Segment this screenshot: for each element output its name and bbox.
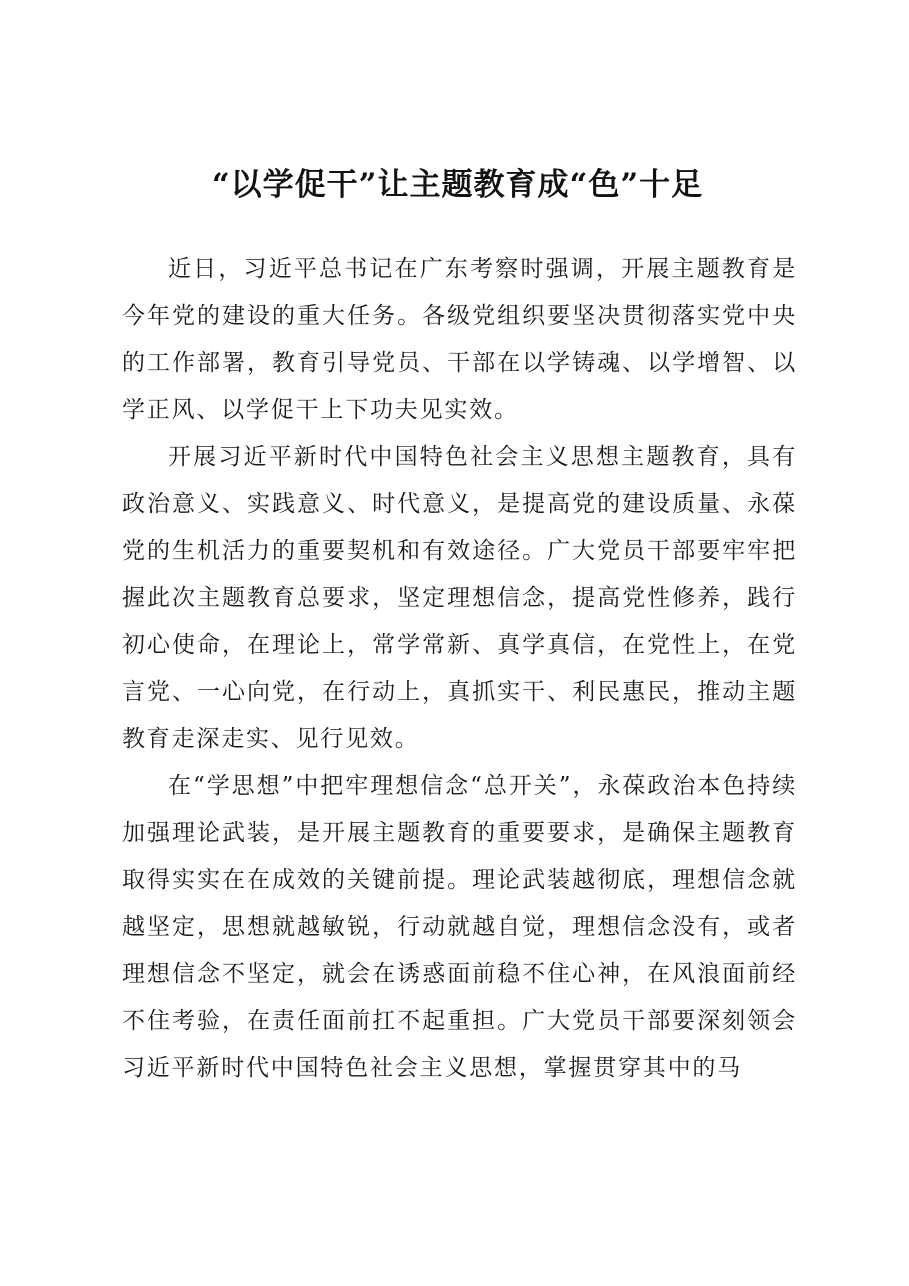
paragraph-2: 开展习近平新时代中国特色社会主义思想主题教育，具有政治意义、实践意义、时代意义，是提高党的建设质量、永葆党的生机活力的重要契机和有效途径。广大党员干部要牢牢把握此次主题教育总要求，坚定理想信念，提高党性修养，践行初心使命，在理论上，常学常新、真学真信，在党性上，在党言党、一心向党，在行动上，真抓实干、利民惠民，推动主题教育走深走实、见行见效。 (122, 444, 797, 752)
document-title: “以学促干”让主题教育成“色”十足 (211, 167, 704, 203)
document-body (122, 246, 797, 1092)
paragraph-3: 在“学思想”中把牢理想信念“总开关”，永葆政治本色持续加强理论武装，是开展主题教育的重要要求，是确保主题教育取得实实在在成效的关键前提。理论武装越彻底，理想信念就越坚定，思想就越敏锐，行动就越自觉，理想信念没有，或者理想信念不坚定，就会在诱惑面前稳不住心神，在风浪面前经不住考验，在责任面前扛不起重担。广大党员干部要深刻领会习近平新时代中国特色社会主义思想，掌握贯穿其中的马 (122, 773, 797, 1081)
paragraph-1: 近日，习近平总书记在广东考察时强调，开展主题教育是今年党的建设的重大任务。各级党组织要坚决贯彻落实党中央的工作部署，教育引导党员、干部在以学铸魂、以学增智、以学正风、以学促干上下功夫见实效。 (122, 256, 797, 423)
